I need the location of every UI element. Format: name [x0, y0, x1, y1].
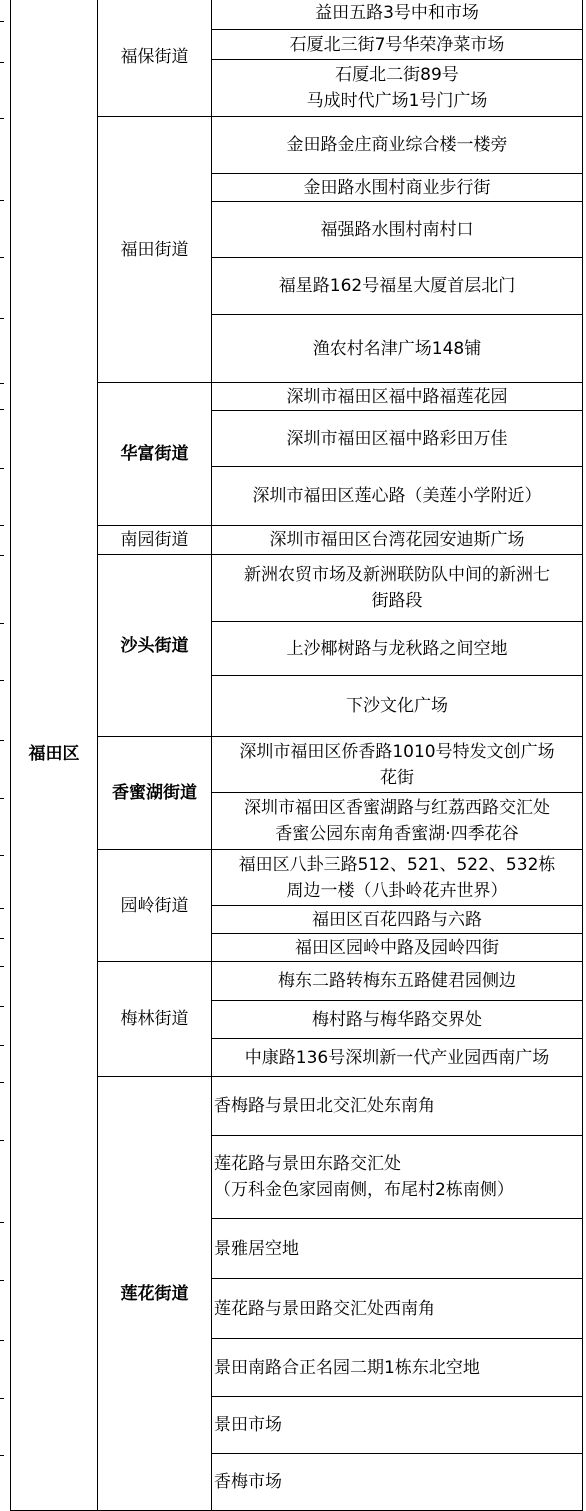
edge-tick	[0, 908, 4, 909]
address-line: 香蜜公园东南角香蜜湖·四季花谷	[275, 824, 519, 844]
edge-tick	[0, 62, 4, 63]
edge-tick	[0, 1082, 4, 1083]
street-cell: 福田街道	[98, 117, 212, 383]
address-line: 周边一楼（八卦岭花卉世界）	[286, 880, 508, 901]
address-cell	[212, 1136, 583, 1219]
address-line: 益田五路3号中和市场	[315, 3, 479, 23]
address-line: 深圳市福田区侨香路1010号特发文创广场	[239, 741, 555, 762]
address-line: 深圳市福田区香蜜湖路与红荔西路交汇处	[244, 798, 550, 818]
address-line: 上沙椰树路与龙秋路之间空地	[286, 638, 508, 659]
address-line: 花街	[380, 767, 414, 788]
address-cell	[212, 906, 583, 934]
district-cell: 福田区	[11, 0, 98, 1511]
street-cell: 园岭街道	[98, 850, 212, 962]
address-line: 景雅居空地	[214, 1238, 299, 1259]
address-cell	[212, 1279, 583, 1339]
edge-tick	[0, 1140, 4, 1141]
address-cell	[212, 60, 583, 117]
edge-tick	[0, 555, 4, 556]
address-cell	[212, 467, 583, 526]
address-cell	[212, 0, 583, 30]
address-line: 景田市场	[214, 1415, 282, 1435]
address-cell	[212, 793, 583, 850]
address-line: （万科金色家园南侧，布尾村2栋南侧）	[214, 1180, 514, 1200]
edge-tick	[0, 1045, 4, 1046]
address-line: 梅村路与梅华路交界处	[312, 1009, 482, 1030]
table-body	[11, 0, 583, 1511]
address-line: 马成时代广场1号门广场	[306, 91, 488, 111]
address-cell	[212, 555, 583, 622]
edge-tick	[0, 1280, 4, 1281]
edge-tick	[0, 409, 4, 410]
address-cell	[212, 676, 583, 737]
address-cell	[212, 1001, 583, 1039]
address-cell	[212, 1039, 583, 1077]
address-cell	[212, 850, 583, 906]
address-cell	[212, 315, 583, 383]
edge-tick	[0, 1222, 4, 1223]
address-line: 深圳市福田区台湾花园安迪斯广场	[269, 530, 525, 550]
edge-tick	[0, 855, 4, 856]
street-cell: 南园街道	[98, 526, 212, 555]
edge-tick	[0, 200, 4, 201]
edge-tick	[0, 680, 4, 681]
edge-tick	[0, 938, 4, 939]
address-cell	[212, 383, 583, 411]
address-cell	[212, 1397, 583, 1454]
address-cell	[212, 1077, 583, 1136]
address-line: 福田区百花四路与六路	[312, 909, 482, 930]
address-cell	[212, 962, 583, 1001]
edge-tick	[0, 623, 4, 624]
edge-tick	[0, 740, 4, 741]
address-cell	[212, 1454, 583, 1511]
address-cell	[212, 411, 583, 467]
street-cell: 梅林街道	[98, 962, 212, 1077]
address-line: 深圳市福田区福中路彩田万佳	[286, 428, 508, 449]
street-cell: 华富街道	[98, 383, 212, 526]
address-cell	[212, 1339, 583, 1397]
address-line: 莲花路与景田东路交汇处	[214, 1154, 401, 1174]
address-line: 梅东二路转梅东五路健君园侧边	[278, 971, 516, 991]
address-line: 福星路162号福星大厦首层北门	[278, 276, 516, 296]
address-line: 莲花路与景田路交汇处西南角	[214, 1298, 435, 1319]
address-cell	[212, 622, 583, 676]
edge-tick	[0, 1398, 4, 1399]
address-line: 中康路136号深圳新一代产业园西南广场	[244, 1047, 550, 1068]
street-cell: 莲花街道	[98, 1077, 212, 1511]
market-location-table	[10, 0, 583, 1511]
edge-tick	[0, 383, 4, 384]
edge-tick	[0, 468, 4, 469]
address-line: 街路段	[371, 591, 423, 611]
edge-tick	[0, 118, 4, 119]
address-cell	[212, 1219, 583, 1279]
address-line: 深圳市福田区福中路福莲花园	[286, 386, 508, 407]
address-cell	[212, 174, 583, 202]
address-line: 石厦北二街89号	[335, 65, 459, 85]
address-cell	[212, 202, 583, 258]
address-line: 香梅市场	[214, 1472, 282, 1492]
address-cell	[212, 117, 583, 174]
address-line: 福田区八卦三路512、521、522、532栋	[238, 854, 556, 875]
address-line: 福田区园岭中路及园岭四街	[295, 937, 499, 958]
address-line: 渔农村名津广场148铺	[312, 338, 482, 359]
edge-tick	[0, 1006, 4, 1007]
edge-tick	[0, 318, 4, 319]
address-cell	[212, 526, 583, 555]
address-line: 石厦北三街7号华荣净菜市场	[289, 34, 505, 55]
address-cell	[212, 30, 583, 60]
address-cell	[212, 934, 583, 962]
address-line: 金田路水围村商业步行街	[303, 177, 491, 198]
edge-tick	[0, 798, 4, 799]
edge-tick	[0, 966, 4, 967]
address-line: 福强路水围村南村口	[320, 219, 474, 240]
street-cell: 福保街道	[98, 0, 212, 117]
street-cell: 香蜜湖街道	[98, 737, 212, 850]
address-line: 深圳市福田区莲心路（美莲小学附近）	[252, 486, 542, 506]
address-line: 景田南路合正名园二期1栋东北空地	[214, 1357, 480, 1378]
address-line: 新洲农贸市场及新洲联防队中间的新洲七	[244, 565, 550, 585]
address-line: 香梅路与景田北交汇处东南角	[214, 1096, 435, 1116]
address-cell	[212, 737, 583, 793]
address-line: 金田路金庄商业综合楼一楼旁	[286, 135, 508, 155]
edge-tick	[0, 1455, 4, 1456]
edge-tick	[0, 21, 4, 22]
address-line: 下沙文化广场	[346, 696, 448, 716]
street-cell: 沙头街道	[98, 555, 212, 737]
edge-tick	[0, 1340, 4, 1341]
address-cell	[212, 258, 583, 315]
edge-tick	[0, 257, 4, 258]
edge-tick	[0, 525, 4, 526]
table-row	[11, 0, 583, 30]
